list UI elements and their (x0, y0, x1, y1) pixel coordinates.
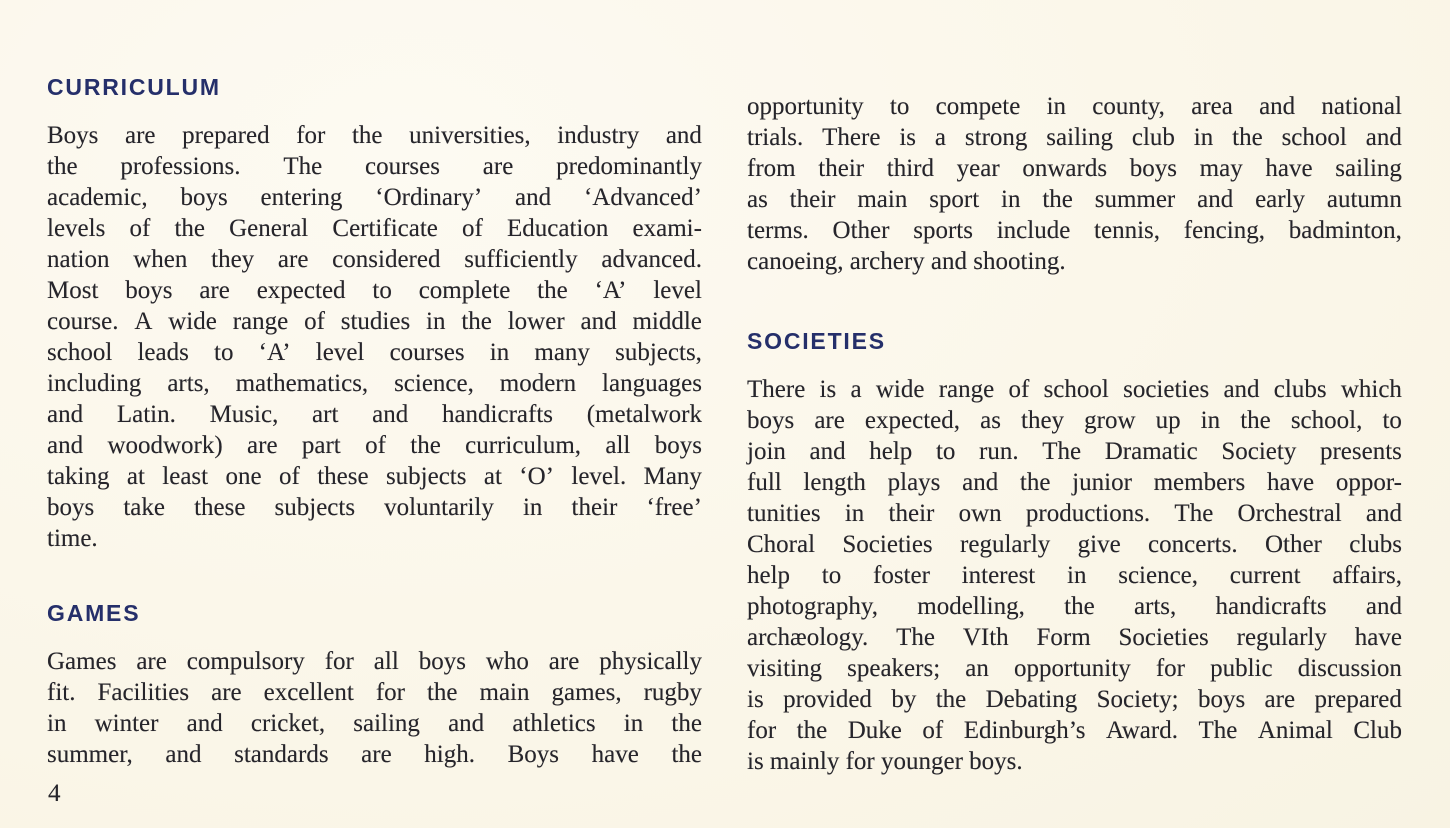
text-line: including arts, mathematics, science, modern languages (47, 370, 702, 397)
text-line: from their third year onwards boys may have sailing (747, 155, 1402, 182)
right-column (747, 91, 1402, 777)
text-line: fit. Facilities are excellent for the main games, rugby (47, 679, 702, 706)
text-line: terms. Other sports include tennis, fencing, badminton, (747, 217, 1402, 244)
text-line: opportunity to compete in county, area and national (747, 93, 1402, 120)
text-line: academic, boys entering ‘Ordinary’ and ‘Advanced’ (47, 184, 702, 211)
text-line: taking at least one of these subjects at ‘O’ level. Many (47, 463, 702, 490)
text-line: levels of the General Certificate of Education exami- (47, 215, 702, 242)
text-line: school leads to ‘A’ level courses in many subjects, (47, 339, 702, 366)
text-line: help to foster interest in science, current affairs, (747, 562, 1402, 589)
text-line: the professions. The courses are predominantly (47, 153, 702, 180)
text-line: boys take these subjects voluntarily in their ‘free’ (47, 494, 702, 521)
paragraph (747, 91, 1402, 277)
text-line: boys are expected, as they grow up in the school, to (747, 407, 1402, 434)
text-line: and woodwork) are part of the curriculum, all boys (47, 432, 702, 459)
page-number: 4 (48, 780, 61, 807)
text-line: canoeing, archery and shooting. (747, 248, 1066, 275)
text-line: course. A wide range of studies in the lower and middle (47, 308, 702, 335)
paragraph (747, 374, 1402, 777)
text-line: time. (47, 525, 98, 552)
text-line: is mainly for younger boys. (747, 748, 1023, 775)
text-line: join and help to run. The Dramatic Society presents (747, 438, 1402, 465)
paragraph (47, 646, 702, 770)
text-line: summer, and standards are high. Boys have the (47, 741, 702, 768)
left-column (47, 74, 702, 770)
text-line: in winter and cricket, sailing and athletics in the (47, 710, 702, 737)
text-line: visiting speakers; an opportunity for public discussion (747, 655, 1402, 682)
section-heading-curriculum: CURRICULUM (47, 74, 221, 100)
text-line: Boys are prepared for the universities, industry and (47, 122, 702, 149)
text-line: Choral Societies regularly give concerts. Other clubs (747, 531, 1402, 558)
text-line: and Latin. Music, art and handicrafts (metalwork (47, 401, 702, 428)
text-line: full length plays and the junior members have oppor- (747, 469, 1402, 496)
section-heading-games: GAMES (47, 600, 141, 626)
text-line: archæology. The VIth Form Societies regularly have (747, 624, 1402, 651)
text-line: Games are compulsory for all boys who are physically (47, 648, 702, 675)
section-heading-societies: SOCIETIES (747, 328, 886, 354)
text-line: Most boys are expected to complete the ‘A’ level (47, 277, 702, 304)
text-line: for the Duke of Edinburgh’s Award. The Animal Club (747, 717, 1402, 744)
text-line: as their main sport in the summer and early autumn (747, 186, 1402, 213)
text-line: There is a wide range of school societies and clubs which (747, 376, 1402, 403)
text-line: tunities in their own productions. The Orchestral and (747, 500, 1402, 527)
text-line: is provided by the Debating Society; boys are prepared (747, 686, 1402, 713)
text-line: photography, modelling, the arts, handicrafts and (747, 593, 1402, 620)
text-line: trials. There is a strong sailing club in the school and (747, 124, 1402, 151)
paragraph (47, 120, 702, 554)
text-line: nation when they are considered sufficiently advanced. (47, 246, 702, 273)
